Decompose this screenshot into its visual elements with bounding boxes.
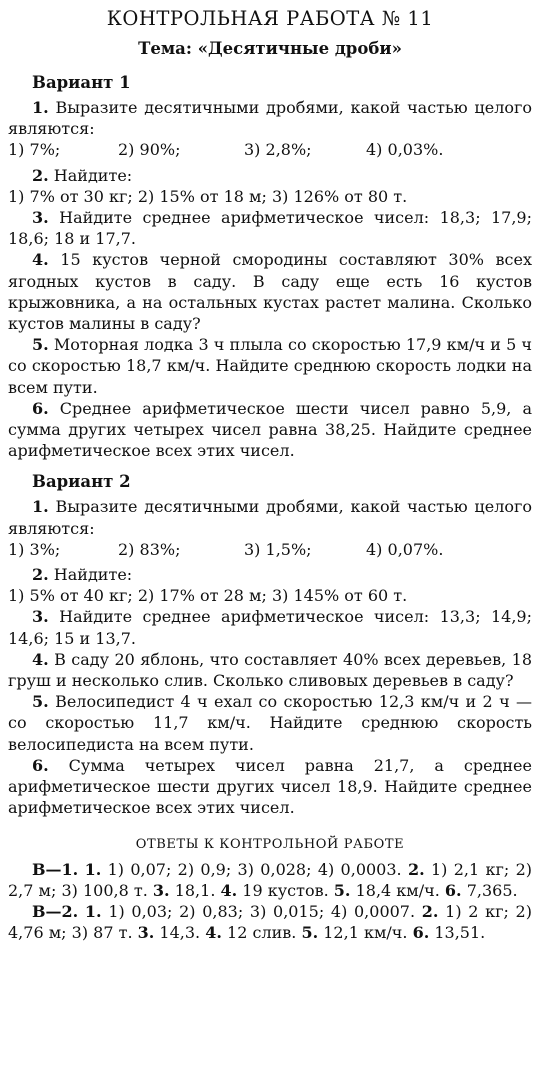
ans-v2-2: 1) 2 кг; 2) 4,76 м; 3) 87 т. (8, 901, 532, 943)
v1-task4-text: 15 кустов черной смородины составляют 30% всех ягодных кустов в саду. В саду еще есть 16 кустов крыжовника, а на остальных кустах растет малина. Сколько кустов малины в саду? (8, 250, 532, 334)
v1-task6-text: Среднее арифметическое шести чисел равно 5,9, а сумма других четырех чисел равна 38,25. Найдите среднее арифметическое всех этих чисел. (8, 398, 532, 461)
v2-option-3: 3) 1,5%; (244, 539, 312, 559)
v2-task3-text: Найдите среднее арифметическое чисел: 13,3; 14,9; 14,6; 15 и 13,7. (8, 607, 532, 648)
ans-v2-2-number: 2. (421, 901, 439, 921)
ans-v1-4: 19 кустов. (242, 880, 329, 900)
v2-task5 (8, 691, 532, 755)
ans-v2-3-number: 3. (137, 923, 155, 943)
v2-task2-items: 1) 5% от 40 кг; 2) 17% от 28 м; 3) 145% от 60 т. (8, 586, 408, 606)
ans-v1-3: 18,1. (174, 880, 216, 900)
ans-v2-4: 12 слив. (227, 923, 297, 943)
v1-task1-options (8, 139, 532, 160)
v1-task6-number: 6. (32, 398, 49, 418)
v2-task2 (8, 564, 532, 585)
v2-task5-number: 5. (32, 692, 49, 712)
v2-option-1: 1) 3%; (8, 539, 61, 559)
v1-task3-number: 3. (32, 208, 49, 228)
ans-v1-2-number: 2. (407, 859, 425, 879)
v2-task4 (8, 649, 532, 691)
ans-v1-1-number: 1. (84, 859, 102, 879)
v1-task2-items: 1) 7% от 30 кг; 2) 15% от 18 м; 3) 126% от 80 т. (8, 186, 408, 206)
ans-v1-6-number: 6. (444, 880, 462, 900)
v1-task5 (8, 334, 532, 398)
ans-v2-6: 13,51. (434, 923, 486, 943)
v2-task1-text: Выразите десятичными дробями, какой частью целого являются: (8, 497, 533, 538)
ans-v1-5-number: 5. (333, 880, 351, 900)
v1-task1-text: Выразите десятичными дробями, какой частью целого являются: (8, 98, 533, 139)
v1-task4-number: 4. (32, 250, 49, 270)
v1-task5-text: Моторная лодка 3 ч плыла со скоростью 17,9 км/ч и 5 ч со скоростью 18,7 км/ч. Найдите среднюю скорость лодки на всем пути. (8, 335, 532, 397)
v1-task1 (8, 97, 532, 139)
v2-option-4: 4) 0,07%. (366, 539, 444, 559)
v2-task4-number: 4. (32, 649, 49, 669)
ans-v2-1-number: 1. (84, 901, 102, 921)
v1-option-2: 2) 90%; (118, 140, 181, 160)
v1-task3 (8, 207, 532, 249)
v1-task6 (8, 398, 532, 462)
answers-v1-label: В—1. (32, 859, 79, 879)
v2-task6 (8, 755, 532, 819)
ans-v1-4-number: 4. (220, 880, 238, 900)
v1-task2-text: Найдите: (53, 165, 133, 185)
v2-task6-text: Сумма четырех чисел равна 21,7, а среднее арифметическое шести других чисел 18,9. Найдите среднее арифметическое всех этих чисел. (8, 755, 532, 818)
ans-v2-5: 12,1 км/ч. (323, 923, 408, 943)
v1-option-4: 4) 0,03%. (366, 140, 444, 160)
ans-v1-1: 1) 0,07; 2) 0,9; 3) 0,028; 4) 0,0003. (107, 859, 402, 879)
answers-variant2 (8, 901, 532, 943)
ans-v2-3: 14,3. (159, 923, 201, 943)
variant1-heading: Вариант 1 (32, 73, 131, 92)
ans-v2-6-number: 6. (412, 923, 430, 943)
answers-heading: ОТВЕТЫ К КОНТРОЛЬНОЙ РАБОТЕ (135, 836, 405, 852)
ans-v2-1: 1) 0,03; 2) 0,83; 3) 0,015; 4) 0,0007. (108, 901, 416, 921)
topic-heading: Тема: «Десятичные дроби» (138, 39, 402, 58)
v2-task5-text: Велосипедист 4 ч ехал со скоростью 12,3 км/ч и 2 ч — со скоростью 11,7 км/ч. Найдите среднюю скорость велосипедиста на всем пути. (8, 692, 532, 754)
v1-task1-number: 1. (32, 98, 49, 117)
v2-task2-text: Найдите: (53, 565, 133, 585)
v1-task5-number: 5. (32, 335, 49, 355)
variant2-heading: Вариант 2 (32, 472, 131, 492)
ans-v2-5-number: 5. (301, 923, 319, 943)
ans-v1-6: 7,365. (466, 880, 518, 900)
ans-v1-5: 18,4 км/ч. (355, 880, 440, 900)
answers-v2-label: В—2. (32, 901, 79, 921)
v1-option-3: 3) 2,8%; (244, 140, 312, 160)
v1-task3-text: Найдите среднее арифметическое чисел: 18,3; 17,9; 18,6; 18 и 17,7. (8, 208, 532, 249)
v2-task4-text: В саду 20 яблонь, что составляет 40% всех деревьев, 18 груш и несколько слив. Сколько сливовых деревьев в саду? (8, 649, 532, 691)
v2-option-2: 2) 83%; (118, 539, 181, 559)
v2-task3-number: 3. (32, 607, 49, 627)
ans-v2-4-number: 4. (205, 923, 222, 943)
v2-task1-options (8, 539, 532, 560)
v1-task4 (8, 249, 532, 334)
ans-v1-3-number: 3. (152, 880, 170, 900)
v1-task2 (8, 165, 532, 186)
v2-task2-number: 2. (32, 565, 49, 585)
v2-task1-number: 1. (32, 497, 49, 517)
v2-task3 (8, 606, 532, 648)
ans-v1-2: 1) 2,1 кг; 2) 2,7 м; 3) 100,8 т. (8, 859, 533, 900)
v2-task6-number: 6. (32, 755, 49, 775)
page-title: КОНТРОЛЬНАЯ РАБОТА № 11 (106, 7, 434, 30)
v1-task2-number: 2. (32, 165, 49, 185)
answers-variant1 (8, 859, 532, 901)
v1-option-1: 1) 7%; (8, 140, 61, 160)
v2-task1 (8, 496, 532, 538)
